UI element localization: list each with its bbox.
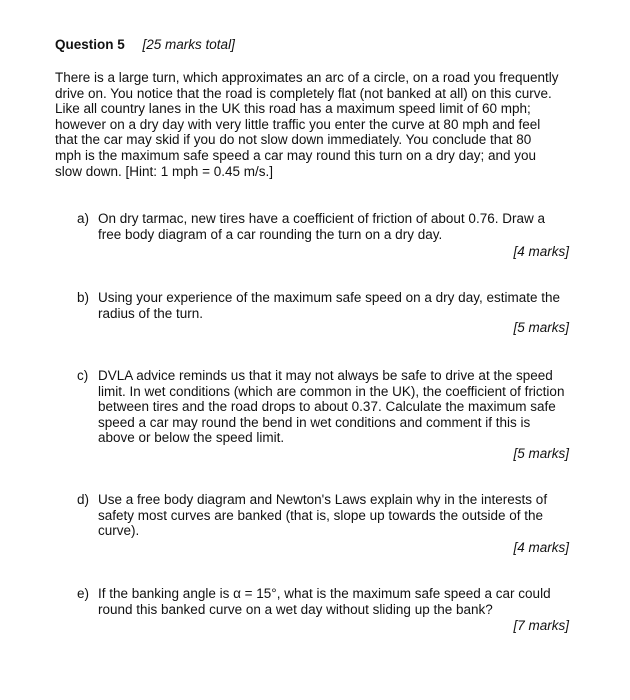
part-e-letter: e) <box>77 586 90 601</box>
part-b-letter: b) <box>77 290 90 305</box>
intro-line: slow down. [Hint: 1 mph = 0.45 m/s.] <box>55 163 273 179</box>
part-a-text <box>98 211 577 242</box>
part-d-line: Use a free body diagram and Newton's Laws explain why in the interests of <box>98 492 548 507</box>
part-c <box>77 368 577 461</box>
part-d-line: safety most curves are banked (that is, slope up towards the outside of the <box>98 507 543 523</box>
part-a-marks: [4 marks] <box>513 244 569 259</box>
part-d-line: curve). <box>98 523 140 539</box>
part-d-text <box>98 492 577 539</box>
part-b-line: radius of the turn. <box>98 305 204 321</box>
part-e-marks: [7 marks] <box>513 618 569 633</box>
part-c-line: above or below the speed limit. <box>98 430 285 446</box>
part-d <box>77 492 577 555</box>
part-c-marks: [5 marks] <box>513 446 569 461</box>
part-a-line: On dry tarmac, new tires have a coefficient of friction of about 0.76. Draw a <box>98 211 545 226</box>
intro-line: that the car may skid if you do not slow down immediately. You conclude that 80 <box>55 132 532 148</box>
part-a <box>77 211 577 259</box>
part-b-text <box>98 290 577 321</box>
part-e-line: If the banking angle is α = 15°, what is the maximum safe speed a car could <box>98 586 551 601</box>
part-e-text <box>98 586 577 617</box>
part-e <box>77 586 577 633</box>
intro-line: mph is the maximum safe speed a car may round this turn on a dry day; and you <box>55 147 536 163</box>
part-d-letter: d) <box>77 492 90 507</box>
part-d-marks: [4 marks] <box>513 540 569 555</box>
part-a-letter: a) <box>77 211 90 226</box>
part-c-line: speed a car may round the bend in wet conditions and comment if this is <box>98 414 531 430</box>
intro-line: There is a large turn, which approximates an arc of a circle, on a road you frequently <box>55 70 559 85</box>
question-total-marks: [25 marks total] <box>142 37 235 52</box>
part-c-line: limit. In wet conditions (which are common in the UK), the coefficient of friction <box>98 383 565 399</box>
part-b-marks: [5 marks] <box>513 320 569 335</box>
part-c-line: DVLA advice reminds us that it may not always be safe to drive at the speed <box>98 368 553 383</box>
question-number: Question 5 <box>55 37 125 52</box>
part-b <box>77 290 577 335</box>
part-b-line: Using your experience of the maximum safe speed on a dry day, estimate the <box>98 290 560 305</box>
part-c-text <box>98 368 577 446</box>
question-heading <box>55 36 235 54</box>
question-intro <box>55 70 575 179</box>
intro-line: however on a dry day with very little traffic you enter the curve at 80 mph and feel <box>55 116 541 132</box>
intro-line: Like all country lanes in the UK this road has a maximum speed limit of 60 mph; <box>55 101 531 117</box>
part-e-line: round this banked curve on a wet day without sliding up the bank? <box>98 601 493 617</box>
part-a-line: free body diagram of a car rounding the turn on a dry day. <box>98 226 443 242</box>
intro-line: drive on. You notice that the road is completely flat (not banked at all) on this curve. <box>55 85 552 101</box>
part-c-letter: c) <box>77 368 89 383</box>
part-c-line: between tires and the road drops to about 0.37. Calculate the maximum safe <box>98 399 556 415</box>
